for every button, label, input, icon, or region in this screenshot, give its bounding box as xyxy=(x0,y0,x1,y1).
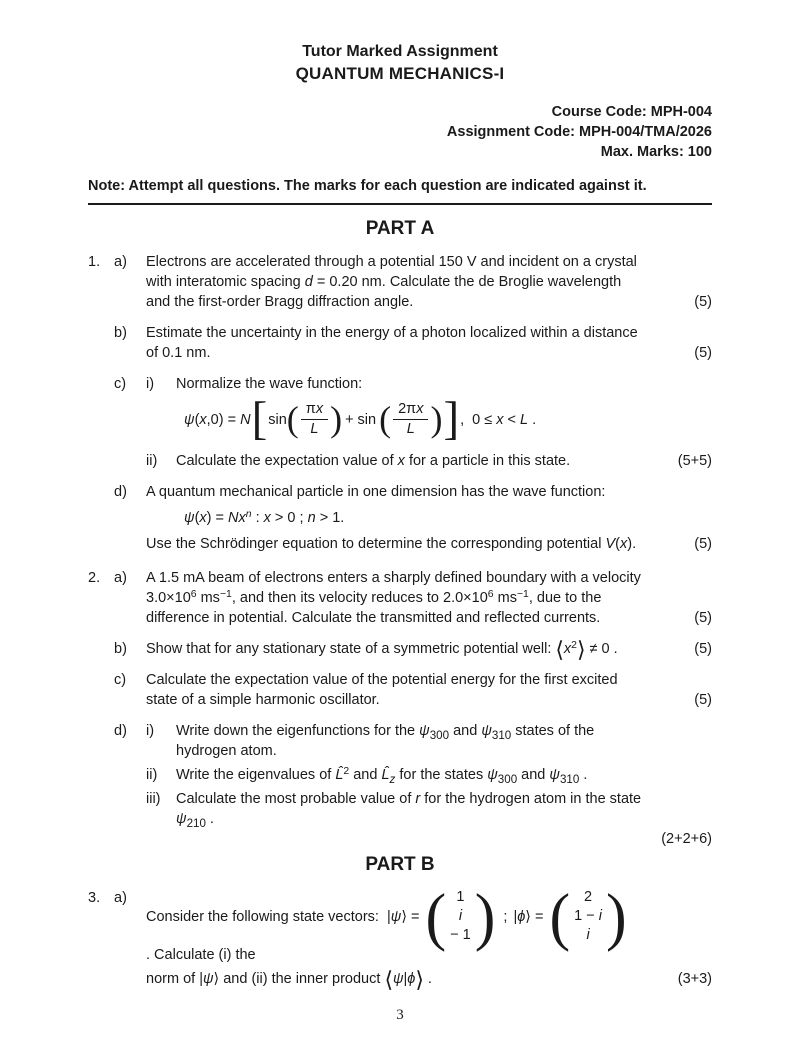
page-number: 3 xyxy=(396,1007,404,1024)
question-1c-ii xyxy=(88,451,712,471)
q2c-label: c) xyxy=(114,672,127,689)
q1d-marks: (5) xyxy=(694,536,712,553)
q2d-marks: (2+2+6) xyxy=(661,831,712,848)
question-2b xyxy=(88,638,712,664)
q2d-i-label: i) xyxy=(146,723,155,740)
q2b-label: b) xyxy=(114,641,127,658)
q2d-iii-text: Calculate the most probable value of r for the hydrogen atom in the state $\psi_{210}$ . xyxy=(176,791,642,831)
sin-1: sin xyxy=(268,411,287,428)
q2a-text: A 1.5 mA beam of electrons enters a sharply defined boundary with a velocity $3.0\times 10^6$ $ms^{-1}$, and then its velocity reduces to $2.0\times 10^6$ $ms^{-1}$, due to the difference in potential. Calculate the transmitted and reflected currents. xyxy=(146,570,641,627)
question-1c-formula-row xyxy=(88,394,712,447)
q1c-i-text: Normalize the wave function: xyxy=(176,376,363,392)
vector-open-paren: ( xyxy=(549,880,571,953)
q3a-label: a) xyxy=(114,890,127,907)
question-2d xyxy=(88,721,712,829)
document-title: Tutor Marked Assignment xyxy=(302,43,498,60)
close-bracket: ] xyxy=(443,393,460,445)
state-vector-psi: ( 1 i − 1 ) xyxy=(425,880,496,953)
q1b-marks: (5) xyxy=(694,345,712,361)
psi-ket-label: |ψ⟩ = xyxy=(386,908,424,925)
course-title: QUANTUM MECHANICS-I xyxy=(295,64,505,83)
question-3a xyxy=(88,880,712,994)
q1d-intro: A quantum mechanical particle in one dimension has the wave function: xyxy=(146,484,606,501)
part-a-heading: PART A xyxy=(365,218,435,239)
wave-function-formula xyxy=(184,393,648,445)
q1d-label: d) xyxy=(114,484,127,501)
vector-separator: ; xyxy=(503,908,508,925)
q2d-i xyxy=(146,721,648,761)
q2c-text: Calculate the expectation value of the potential energy for the first excited state of a simple harmonic oscillator. xyxy=(146,672,618,709)
code-block xyxy=(88,102,712,162)
state-vector-phi: ( 2 1 − i i ) xyxy=(549,880,627,953)
q2b-marks: (5) xyxy=(694,641,712,658)
q1d-outro: Use the Schrödinger equation to determine the corresponding potential V(x). xyxy=(146,536,637,553)
formula-domain: , 0 ≤ x < L . xyxy=(460,411,537,428)
q1b-text: Estimate the uncertainty in the energy of a photon localized within a distance of 0.1 nm. xyxy=(146,325,638,361)
question-3-number: 3. xyxy=(88,890,101,907)
q2d-label: d) xyxy=(114,723,127,740)
assignment-code: Assignment Code: MPH-004/TMA/2026 xyxy=(446,124,712,140)
q2c-marks: (5) xyxy=(694,692,712,709)
q3a-marks: (3+3) xyxy=(677,971,712,988)
q1a-marks: (5) xyxy=(694,294,712,310)
note-line: Note: Attempt all questions. The marks for each question are indicated against it. xyxy=(88,176,712,205)
course-code: Course Code: MPH-004 xyxy=(551,104,712,120)
q1c-marks: (5+5) xyxy=(677,453,712,470)
q2d-iii-label: iii) xyxy=(146,791,161,808)
phi-ket-label: |ϕ⟩ = xyxy=(513,908,548,925)
q3a-outro: . Calculate (i) the xyxy=(146,947,256,964)
q1c-ii-label: ii) xyxy=(146,453,158,470)
q3a-line2: norm of |ψ⟩ and (ii) the inner product ⟨ψ|ϕ⟩ . xyxy=(146,968,432,994)
q2b-text: Show that for any stationary state of a symmetric potential well: $⟨x^2⟩ \ne 0$ . xyxy=(146,638,618,664)
q1c-i-label: i) xyxy=(146,376,155,392)
question-2-number: 2. xyxy=(88,570,101,587)
question-2c xyxy=(88,670,712,710)
power-wave-function-formula: $\psi(x) = Nx^n$ : x > 0 ; n > 1. xyxy=(184,509,345,527)
question-1a xyxy=(88,252,712,312)
close-paren-2: ) xyxy=(430,399,443,440)
q1a-text: Electrons are accelerated through a potential 150 V and incident on a crystal with interatomic spacing d = 0.20 nm. Calculate the de Broglie wavelength and the first-order Bragg diffraction angle. xyxy=(146,254,637,310)
vector-close-paren: ) xyxy=(474,880,496,953)
q2a-label: a) xyxy=(114,570,127,587)
formula-lhs: ψ(x,0) = N xyxy=(184,411,251,428)
q2a-marks: (5) xyxy=(694,610,712,627)
q2d-ii-label: ii) xyxy=(146,767,158,784)
open-bracket: [ xyxy=(251,393,268,445)
state-vectors-line xyxy=(146,880,648,965)
q3a-intro: Consider the following state vectors: xyxy=(146,908,387,925)
question-1c-i xyxy=(88,374,712,394)
part-b-heading: PART B xyxy=(365,854,435,876)
q1b-label: b) xyxy=(114,325,127,341)
vector-close-paren: ) xyxy=(605,880,627,953)
q2d-iii xyxy=(146,789,648,829)
vector-open-paren: ( xyxy=(425,880,447,953)
q1c-ii-text: Calculate the expectation value of x for a particle in this state. xyxy=(176,453,571,470)
q1c-label: c) xyxy=(114,376,127,392)
open-paren-2: ( xyxy=(379,399,392,440)
q2d-marks-row xyxy=(88,829,712,849)
fraction-pix-over-L: $\frac{\pi x}{L}$ xyxy=(301,401,328,438)
question-1b xyxy=(88,323,712,363)
question-1d xyxy=(88,482,712,554)
max-marks: Max. Marks: 100 xyxy=(600,144,712,160)
q2d-ii-text: Write the eigenvalues of L̂$^2$ and $L̂_z$ for the states $\psi_{300}$ and $\psi_{310}$ . xyxy=(176,766,588,787)
question-1-number: 1. xyxy=(88,254,101,270)
plus-sin: + sin xyxy=(345,411,377,428)
fraction-2pix-over-L: $\frac{2\pi x}{L}$ xyxy=(393,401,428,438)
q2d-i-text: Write down the eigenfunctions for the $\psi_{300}$ and $\psi_{310}$ states of the hydrogen atom. xyxy=(176,723,595,760)
q1a-label: a) xyxy=(114,254,127,270)
open-paren-1: ( xyxy=(286,399,299,440)
question-2a xyxy=(88,568,712,628)
q2d-ii xyxy=(146,765,648,785)
close-paren-1: ) xyxy=(330,399,343,440)
